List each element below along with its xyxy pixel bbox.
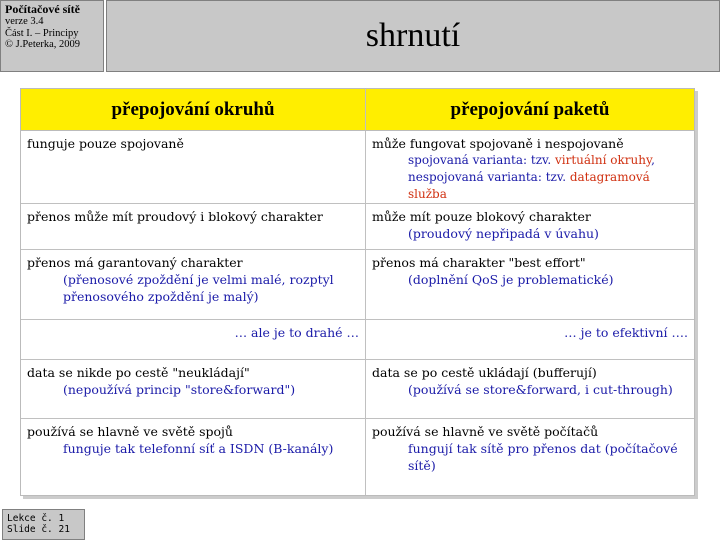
row6-left-note: funguje tak telefonní síť a ISDN (B-kanály) bbox=[63, 441, 334, 456]
row1-l3-pre: nespojovaná varianta: tzv. bbox=[408, 170, 570, 184]
row2-right bbox=[366, 204, 694, 249]
slide-number: Slide č. 21 bbox=[7, 524, 70, 535]
col2-header: přepojování paketů bbox=[450, 99, 610, 120]
comparison-table bbox=[20, 88, 695, 496]
table-header-row bbox=[21, 89, 694, 131]
table-row bbox=[21, 131, 694, 204]
row3-left-text: přenos má garantovaný charakter bbox=[27, 255, 243, 270]
table-row bbox=[21, 204, 694, 250]
course-part: Část I. – Principy bbox=[5, 27, 79, 39]
row6-right bbox=[366, 419, 694, 495]
row3-right bbox=[366, 250, 694, 319]
row1-right-line3 bbox=[372, 169, 688, 203]
course-copyright: © J.Peterka, 2009 bbox=[5, 39, 81, 50]
row5-left bbox=[21, 360, 366, 418]
row2-right-note: (proudový nepřipadá v úvahu) bbox=[408, 226, 599, 241]
row1-right-text: může fungovat spojovaně i nespojovaně bbox=[372, 136, 624, 151]
lesson-number: Lekce č. 1 bbox=[7, 513, 65, 524]
course-info-box bbox=[0, 0, 104, 72]
row1-l2-pre: spojovaná varianta: tzv. bbox=[408, 153, 555, 167]
course-version: verze 3.4 bbox=[5, 16, 44, 27]
row1-left-text: funguje pouze spojovaně bbox=[27, 136, 184, 151]
table-row bbox=[21, 419, 694, 495]
row6-left bbox=[21, 419, 366, 495]
row5-right-text: data se po cestě ukládají (bufferují) bbox=[372, 365, 597, 380]
slide-title-box bbox=[106, 0, 720, 72]
table-row bbox=[21, 360, 694, 419]
row4-left: … ale je to drahé … bbox=[21, 320, 366, 359]
table-row bbox=[21, 250, 694, 320]
row5-right bbox=[366, 360, 694, 418]
row1-right bbox=[366, 131, 694, 203]
row6-right-text: používá se hlavně ve světě počítačů bbox=[372, 424, 599, 439]
slide-footer bbox=[2, 509, 85, 540]
row5-left-note: (nepoužívá princip "store&forward") bbox=[63, 382, 296, 397]
row1-l3-highlight: datagramová služba bbox=[408, 170, 650, 201]
row6-right-note: fungují tak sítě pro přenos dat (počítačové sítě) bbox=[408, 441, 678, 473]
row1-right-line2 bbox=[372, 152, 688, 169]
row5-left-text: data se nikde po cestě "neukládají" bbox=[27, 365, 250, 380]
slide-title: shrnutí bbox=[365, 17, 461, 54]
row4-right: … je to efektivní …. bbox=[564, 325, 688, 340]
row2-left bbox=[21, 204, 366, 249]
row2-right-text: může mít pouze blokový charakter bbox=[372, 209, 591, 224]
row2-left-text: přenos může mít proudový i blokový charakter bbox=[27, 209, 323, 224]
table-row bbox=[21, 320, 694, 360]
row1-l2-highlight: virtuální okruhy bbox=[555, 153, 652, 167]
row3-left-note: (přenosové zpoždění je velmi malé, rozptyl přenosového zpoždění je malý) bbox=[63, 272, 334, 304]
row3-right-text: přenos má charakter "best effort" bbox=[372, 255, 586, 270]
col1-header: přepojování okruhů bbox=[21, 89, 366, 130]
row3-left bbox=[21, 250, 366, 319]
row1-l2-post: , bbox=[651, 153, 655, 167]
course-name: Počítačové sítě bbox=[5, 2, 80, 16]
row1-left bbox=[21, 131, 366, 203]
row3-right-note: (doplnění QoS je problematické) bbox=[408, 272, 614, 287]
row6-left-text: používá se hlavně ve světě spojů bbox=[27, 424, 233, 439]
row5-right-note: (používá se store&forward, i cut-through) bbox=[408, 382, 673, 397]
